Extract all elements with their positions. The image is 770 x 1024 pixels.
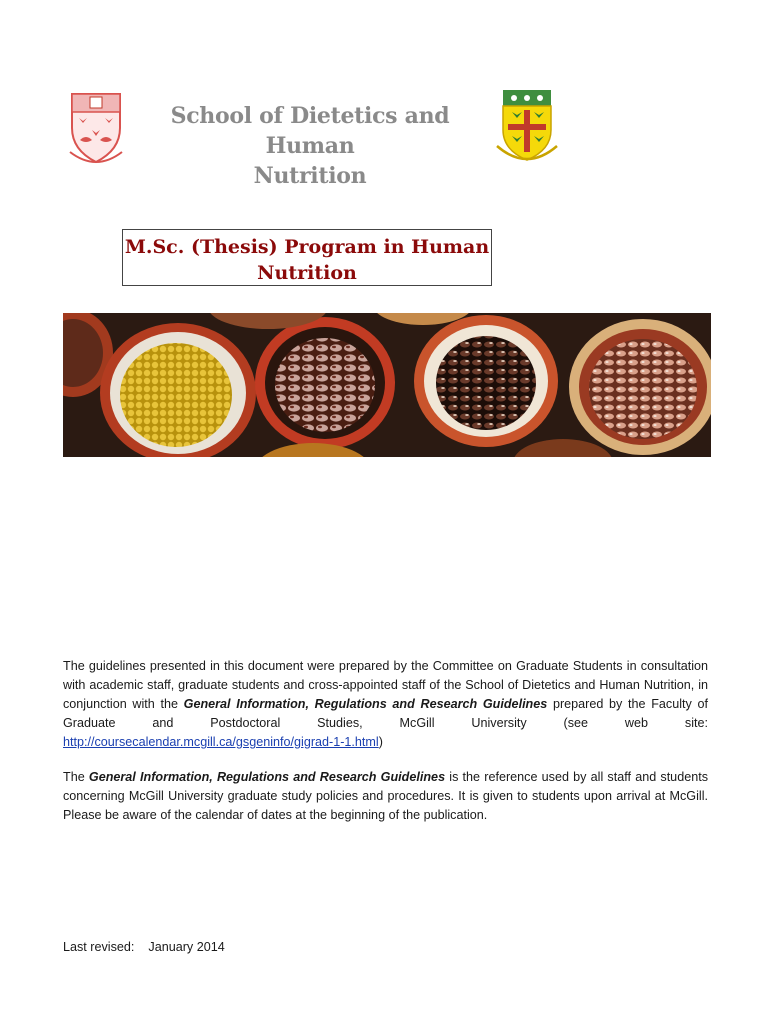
intro-emphasis: General Information, Regulations and Research Guidelines: [183, 697, 548, 711]
reference-paragraph: [63, 768, 708, 825]
intro-text-part3: ): [378, 735, 383, 749]
school-title-line2: Nutrition: [253, 163, 367, 189]
reference-text-part2: is the reference used by all staff and students concerning McGill University graduate study policies and procedures. It is given to students upon arrival at McGill. Please be aware of the calendar of dates at the beginning of the publication.: [63, 770, 708, 822]
reference-emphasis: General Information, Regulations and Research Guidelines: [88, 770, 446, 784]
intro-text-part1: The guidelines presented in this document were prepared by the Committee on Graduate Students in consultation with academic staff, graduate students and cross-appointed staff of the School of Dietetics and Human Nutrition, in conjunction with the: [63, 659, 708, 711]
reference-text-part1: The: [63, 770, 89, 784]
school-title-line1: School of Dietetics and Human: [170, 103, 450, 159]
mcgill-crest-icon: [66, 88, 126, 168]
program-title-box: [122, 229, 492, 286]
program-title-line1: M.Sc. (Thesis) Program in Human: [124, 236, 490, 258]
last-revised: [63, 938, 225, 957]
program-title-line2: Nutrition: [257, 262, 357, 284]
beans-banner-image: [63, 313, 711, 457]
last-revised-label: Last revised:: [63, 940, 135, 954]
school-title: [130, 101, 490, 191]
macdonald-campus-crest-icon: [494, 86, 560, 166]
intro-paragraph: [63, 657, 708, 752]
calendar-link[interactable]: http://coursecalendar.mcgill.ca/gsgeninfo/gigrad-1-1.html: [63, 735, 379, 749]
intro-text-part2: prepared by the Faculty of Graduate and Postdoctoral Studies, McGill University (see web site:: [63, 697, 708, 730]
last-revised-date: January 2014: [148, 940, 225, 954]
